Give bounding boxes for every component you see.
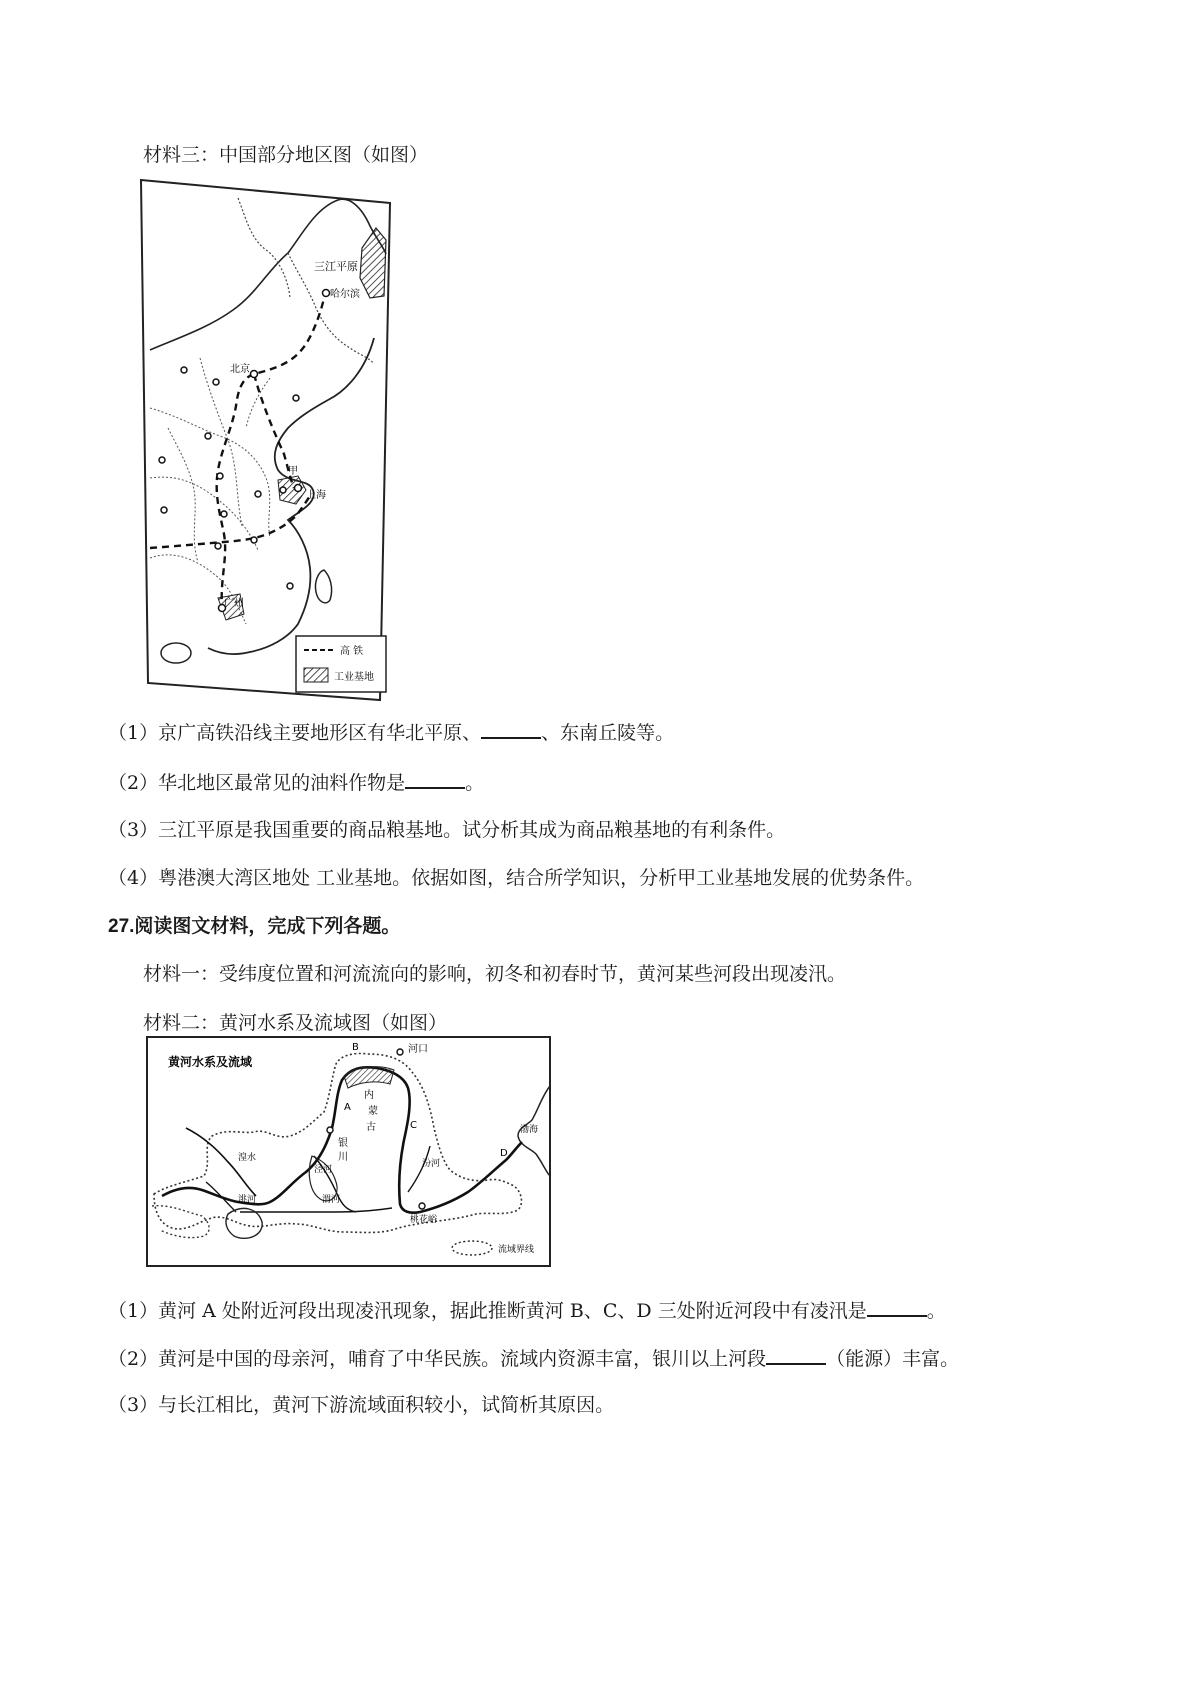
answer-blank[interactable] (766, 1345, 826, 1365)
hekou-city (397, 1049, 403, 1055)
label-shanghai: 上海 (306, 490, 326, 501)
china-partial-map (138, 178, 398, 703)
harbin-city (323, 290, 330, 297)
shanghai-city (295, 485, 302, 492)
city-dot (255, 491, 261, 497)
q27-material2-title: 材料二：黄河水系及流域图（如图） (143, 1012, 448, 1034)
map-title: 黄河水系及流域 (168, 1055, 253, 1069)
label-jia: 甲 (288, 466, 298, 477)
label-chuan: 川 (338, 1152, 348, 1163)
legend-industry-symbol (304, 668, 328, 682)
label-fenhe: 汾河 (422, 1159, 441, 1169)
label-jinghe: 泾河 (314, 1165, 333, 1175)
map-frame (141, 180, 390, 700)
city-dot (217, 473, 223, 479)
material3-title: 材料三：中国部分地区图（如图） (143, 144, 429, 166)
city-dot (159, 457, 165, 463)
q27-question-1: （1）黄河 A 处附近河段出现凌汛现象，据此推断黄河 B、C、D 三处附近河段中有凌汛是 。 (108, 1297, 946, 1324)
legend-rail-label: 高 铁 (340, 646, 364, 657)
q26-question-2: （2）华北地区最常见的油料作物是 。 (108, 769, 484, 796)
label-guangzhou: 广州 (224, 598, 244, 609)
answer-blank[interactable] (867, 1297, 927, 1317)
city-dot (287, 583, 293, 589)
label-weihe: 渭河 (322, 1195, 341, 1205)
label-harbin: 哈尔滨 (330, 289, 360, 300)
yellow-river-map (146, 1036, 552, 1268)
label-hekou: 河口 (408, 1044, 428, 1055)
q26-question-3: （3）三江平原是我国重要的商品粮基地。试分析其成为商品粮基地的有利条件。 (108, 819, 786, 841)
label-A: A (344, 1102, 351, 1113)
label-taohuayu: 桃花峪 (410, 1215, 438, 1225)
city-dot (181, 367, 187, 373)
q27-question-2: （2）黄河是中国的母亲河，哺育了中华民族。流域内资源丰富，银川以上河段 （能源）丰富。 (108, 1345, 959, 1372)
city-dot (215, 543, 221, 549)
label-meng: 蒙 (368, 1106, 378, 1117)
map-legend (296, 636, 386, 692)
city-dot (221, 511, 227, 517)
city-dot (280, 487, 286, 493)
label-beijing: 北京 (230, 364, 250, 375)
label-taohe: 洮河 (238, 1195, 257, 1205)
city-dot (213, 379, 219, 385)
legend-industry-label: 工业基地 (334, 672, 374, 683)
answer-blank[interactable] (405, 769, 465, 789)
label-sanjiang: 三江平原 (314, 260, 358, 273)
q26-question-4: （4）粤港澳大湾区地处 工业基地。依据如图，结合所学知识，分析甲工业基地发展的优势条件。 (108, 867, 925, 889)
label-nei: 内 (364, 1090, 374, 1101)
city-dot (161, 507, 167, 513)
answer-blank[interactable] (481, 719, 541, 739)
label-D: D (500, 1148, 508, 1159)
label-C: C (410, 1120, 417, 1131)
q27-title: 27.阅读图文材料，完成下列各题。 (108, 916, 401, 937)
legend-boundary-label: 流域界线 (498, 1245, 535, 1255)
label-B: B (352, 1042, 359, 1053)
beijing-city (251, 371, 258, 378)
q27-material1: 材料一：受纬度位置和河流流向的影响，初冬和初春时节，黄河某些河段出现凌汛。 (143, 963, 847, 985)
city-dot (293, 395, 299, 401)
label-yin: 银 (338, 1138, 348, 1149)
yinchuan-city (327, 1127, 333, 1133)
label-huangshui: 湟水 (238, 1153, 257, 1163)
city-dot (251, 537, 257, 543)
label-bohai: 渤海 (520, 1125, 539, 1135)
label-gu: 古 (366, 1122, 376, 1133)
q27-question-3: （3）与长江相比，黄河下游流域面积较小，试简析其原因。 (108, 1394, 615, 1416)
taohuayu-city (419, 1203, 425, 1209)
q26-question-1: （1）京广高铁沿线主要地形区有华北平原、 、东南丘陵等。 (108, 719, 674, 746)
city-dot (205, 433, 211, 439)
